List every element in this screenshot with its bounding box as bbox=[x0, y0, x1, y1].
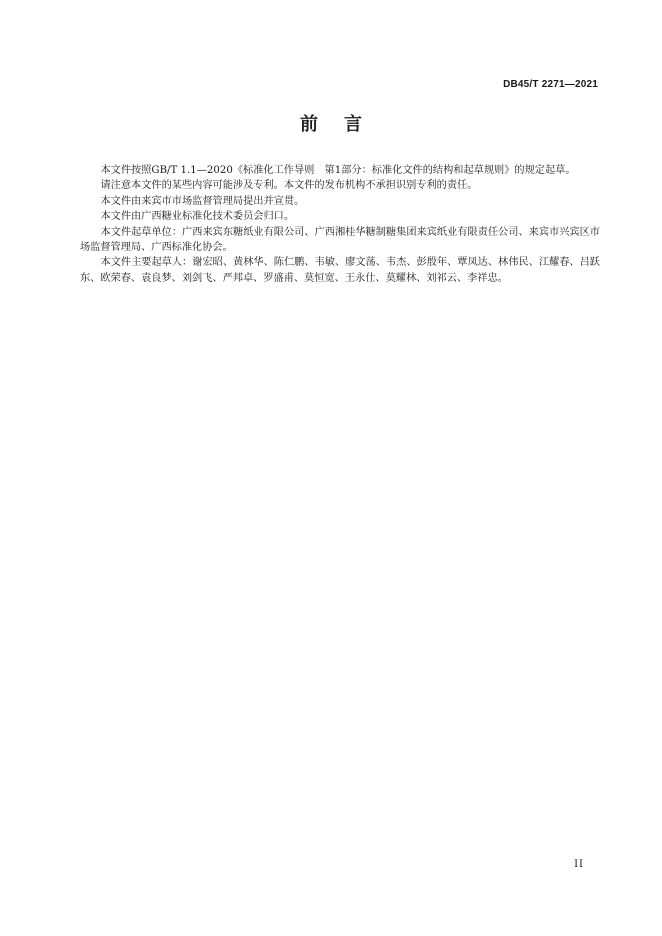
document-code: DB45/T 2271—2021 bbox=[503, 79, 598, 90]
foreword-body bbox=[80, 163, 600, 286]
paragraph-drafters: 本文件主要起草人：谢宏昭、黄林华、陈仁鹏、韦敏、廖文荡、韦杰、彭殷年、覃凤达、林伟民、江耀春、吕跃东、欧荣春、袁良梦、刘剑飞、严邦卓、罗盛甫、莫恒宽、王永仕、莫耀林、刘祁云、李祥忠。 bbox=[80, 257, 600, 284]
page-title: 前言 bbox=[300, 114, 388, 135]
paragraph-patent-notice: 请注意本文件的某些内容可能涉及专利。本文件的发布机构不承担识别专利的责任。 bbox=[100, 180, 478, 192]
paragraph-proposer: 本文件由来宾市市场监督管理局提出并宣贯。 bbox=[100, 195, 305, 207]
page-number: II bbox=[574, 859, 584, 870]
paragraph-committee: 本文件由广西糖业标准化技术委员会归口。 bbox=[100, 211, 295, 223]
paragraph-drafting-basis: 本文件按照GB/T 1.1—2020《标准化工作导则 第1部分：标准化文件的结构和起草规则》的规定起草。 bbox=[100, 165, 576, 176]
paragraph-drafting-units: 本文件起草单位：广西来宾东糖纸业有限公司、广西湘桂华糖制糖集团来宾纸业有限责任公司、来宾市兴宾区市场监督管理局、广西标准化协会。 bbox=[80, 226, 600, 254]
